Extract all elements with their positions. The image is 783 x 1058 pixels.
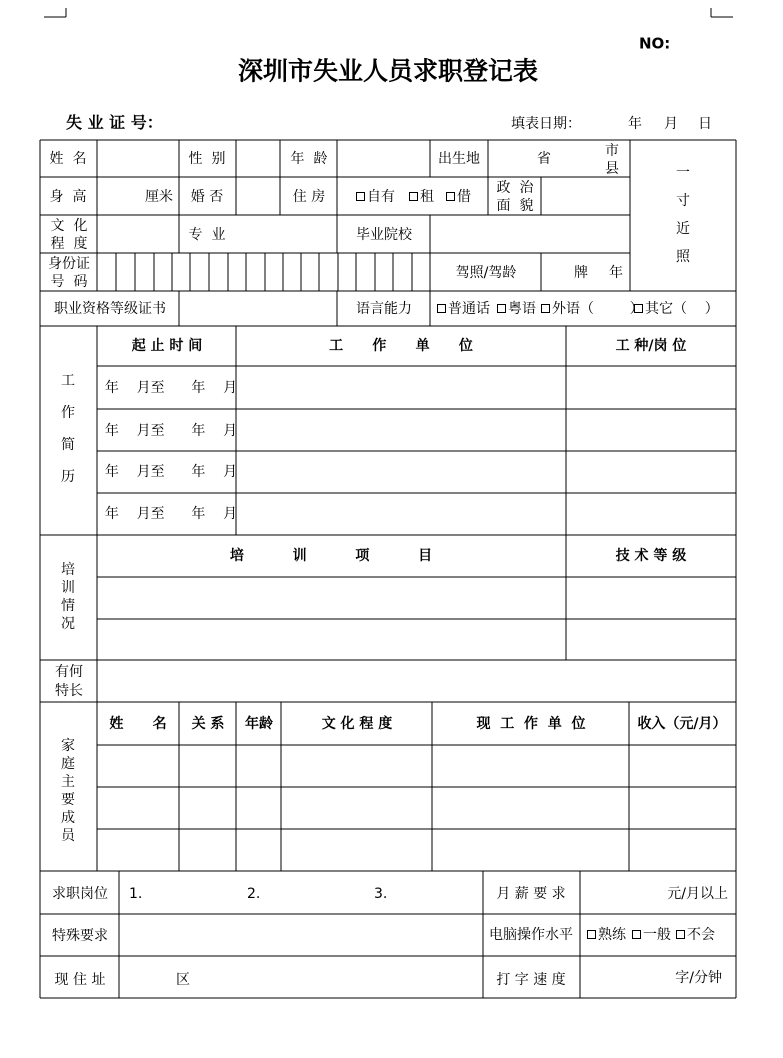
training-side-1: 培 [61, 562, 75, 578]
marital-label: 婚 否 [190, 189, 224, 205]
training-side-3: 情 [61, 598, 75, 614]
typing-speed-field[interactable] [581, 957, 735, 997]
family-col-name: 姓 名 [109, 716, 167, 732]
id-label-1: 身份证 [48, 256, 90, 272]
fill-date-day: 日 [698, 116, 712, 132]
marital-field[interactable] [237, 178, 279, 214]
housing-own-text: 自有 [367, 189, 395, 205]
age-label: 年 龄 [290, 151, 328, 167]
specialty-label-1: 有何 [55, 664, 83, 680]
family-col-income: 收入（元/月） [637, 716, 727, 732]
computer-none-text: 不会 [687, 927, 715, 943]
checkbox-icon [634, 304, 643, 313]
work-row-1-period: 年 月至 年 月 [104, 380, 238, 396]
work-side-2: 作 [61, 405, 75, 421]
work-col-position: 工 种/岗 位 [615, 338, 687, 354]
education-field[interactable] [98, 216, 178, 252]
birthplace-label: 出生地 [438, 151, 480, 167]
family-side-6: 员 [61, 828, 75, 844]
height-label: 身 高 [49, 189, 87, 205]
county-label: 县 [605, 161, 619, 177]
family-side-3: 主 [61, 774, 75, 790]
family-col-relation: 关 系 [191, 716, 225, 732]
checkbox-icon [356, 192, 365, 201]
training-col-level: 技 术 等 级 [615, 548, 687, 564]
fill-date-month: 月 [664, 116, 678, 132]
work-unit-fields[interactable] [237, 367, 565, 534]
computer-level-label: 电脑操作水平 [489, 927, 573, 943]
work-row-3-period: 年 月至 年 月 [104, 464, 238, 480]
work-side-3: 简 [61, 437, 75, 453]
unemployment-cert-label: 失 业 证 号： [66, 113, 163, 132]
language-mandarin-text: 普通话 [448, 301, 490, 317]
family-side-1: 家 [61, 738, 75, 754]
photo-label-2: 寸 [676, 193, 690, 209]
checkbox-icon [409, 192, 418, 201]
gender-field[interactable] [237, 141, 279, 176]
salary-unit: 元/月以上 [667, 886, 728, 902]
housing-borrow-text: 借 [457, 189, 471, 205]
photo-label-3: 近 [676, 221, 690, 237]
checkbox-icon [587, 930, 596, 939]
housing-rent-option[interactable] [409, 190, 434, 204]
work-side-1: 工 [61, 373, 75, 389]
photo-label-4: 照 [676, 249, 690, 265]
name-label: 姓 名 [49, 151, 87, 167]
gender-label: 性 别 [188, 151, 226, 167]
job-option-1: 1. [129, 886, 143, 902]
language-label: 语言能力 [356, 301, 412, 317]
housing-label: 住 房 [292, 189, 326, 205]
qualification-label: 职业资格等级证书 [54, 301, 166, 317]
training-level-fields[interactable] [567, 578, 735, 659]
family-side-5: 成 [61, 810, 75, 826]
major-field[interactable] [237, 216, 336, 252]
special-request-field[interactable] [120, 915, 482, 955]
work-row-2-period: 年 月至 年 月 [104, 423, 238, 439]
typing-speed-label: 打 字 速 度 [496, 972, 566, 988]
school-field[interactable] [431, 216, 629, 252]
checkbox-icon [541, 304, 550, 313]
political-field[interactable] [542, 178, 629, 214]
fill-date-label: 填表日期： [511, 116, 581, 132]
checkbox-icon [632, 930, 641, 939]
training-col-project: 培 训 项 目 [229, 548, 433, 564]
training-project-fields[interactable] [98, 578, 565, 659]
job-option-3: 3. [374, 886, 388, 902]
job-option-2: 2. [247, 886, 261, 902]
computer-average-option[interactable] [632, 928, 671, 942]
work-position-fields[interactable] [567, 367, 735, 534]
work-col-unit: 工 作 单 位 [329, 338, 473, 354]
license-plate-label: 牌 [574, 265, 588, 281]
id-number-field[interactable] [98, 254, 429, 290]
province-label: 省 [537, 151, 551, 167]
photo-label-1: 一 [676, 165, 690, 181]
family-side-2: 庭 [61, 756, 75, 772]
work-col-period: 起 止 时 间 [131, 338, 203, 354]
major-label: 专 业 [188, 227, 226, 243]
salary-field[interactable] [581, 872, 735, 913]
language-foreign-option[interactable] [541, 302, 644, 316]
checkbox-icon [676, 930, 685, 939]
address-label: 现 住 址 [54, 972, 106, 988]
computer-proficient-text: 熟练 [598, 927, 626, 943]
political-label-2: 面 貌 [496, 198, 534, 214]
age-field[interactable] [338, 141, 429, 176]
specialty-label-2: 特长 [55, 683, 83, 699]
fill-date-year: 年 [628, 116, 642, 132]
training-side-2: 训 [61, 580, 75, 596]
family-col-age: 年龄 [245, 716, 273, 732]
family-col-unit: 现 工 作 单 位 [476, 716, 586, 732]
job-position-label: 求职岗位 [52, 886, 108, 902]
language-cantonese-text: 粤语 [508, 301, 536, 317]
qualification-field[interactable] [180, 292, 336, 325]
housing-borrow-option[interactable] [446, 190, 471, 204]
form-title: 深圳市失业人员求职登记表 [237, 56, 539, 86]
education-label-1: 文 化 [50, 218, 88, 234]
computer-average-text: 一般 [643, 927, 671, 943]
specialty-field[interactable] [98, 661, 735, 701]
form-number-label: NO: [639, 34, 671, 53]
job-position-field[interactable] [120, 872, 482, 913]
license-label: 驾照/驾龄 [455, 265, 517, 281]
language-other-option[interactable] [634, 302, 719, 316]
license-years-label: 年 [609, 265, 623, 281]
district-label: 区 [176, 972, 190, 988]
computer-none-option[interactable] [676, 928, 715, 942]
work-row-4-period: 年 月至 年 月 [104, 506, 238, 522]
language-mandarin-option[interactable] [437, 302, 490, 316]
cm-unit: 厘米 [145, 189, 173, 205]
photo-area[interactable] [631, 141, 735, 290]
language-cantonese-option[interactable] [497, 302, 536, 316]
checkbox-icon [497, 304, 506, 313]
language-other-text: 其它（ ） [645, 301, 719, 317]
checkbox-icon [446, 192, 455, 201]
school-label: 毕业院校 [356, 227, 412, 243]
checkbox-icon [437, 304, 446, 313]
id-label-2: 号 码 [50, 274, 88, 290]
language-foreign-text: 外语（ ） [552, 301, 644, 317]
address-field[interactable] [120, 957, 482, 997]
family-member-rows[interactable] [98, 746, 735, 870]
political-label-1: 政 治 [496, 180, 534, 196]
computer-proficient-option[interactable] [587, 928, 626, 942]
housing-rent-text: 租 [420, 189, 434, 205]
training-side-4: 况 [61, 616, 75, 632]
education-label-2: 程 度 [50, 236, 88, 252]
family-col-education: 文 化 程 度 [321, 716, 393, 732]
special-request-label: 特殊要求 [52, 928, 108, 944]
name-field[interactable] [98, 141, 178, 176]
salary-label: 月 薪 要 求 [496, 886, 566, 902]
housing-own-option[interactable] [356, 190, 395, 204]
city-label: 市 [605, 143, 619, 159]
work-side-4: 历 [61, 469, 75, 485]
family-side-4: 要 [61, 792, 75, 808]
typing-speed-unit: 字/分钟 [675, 970, 722, 986]
